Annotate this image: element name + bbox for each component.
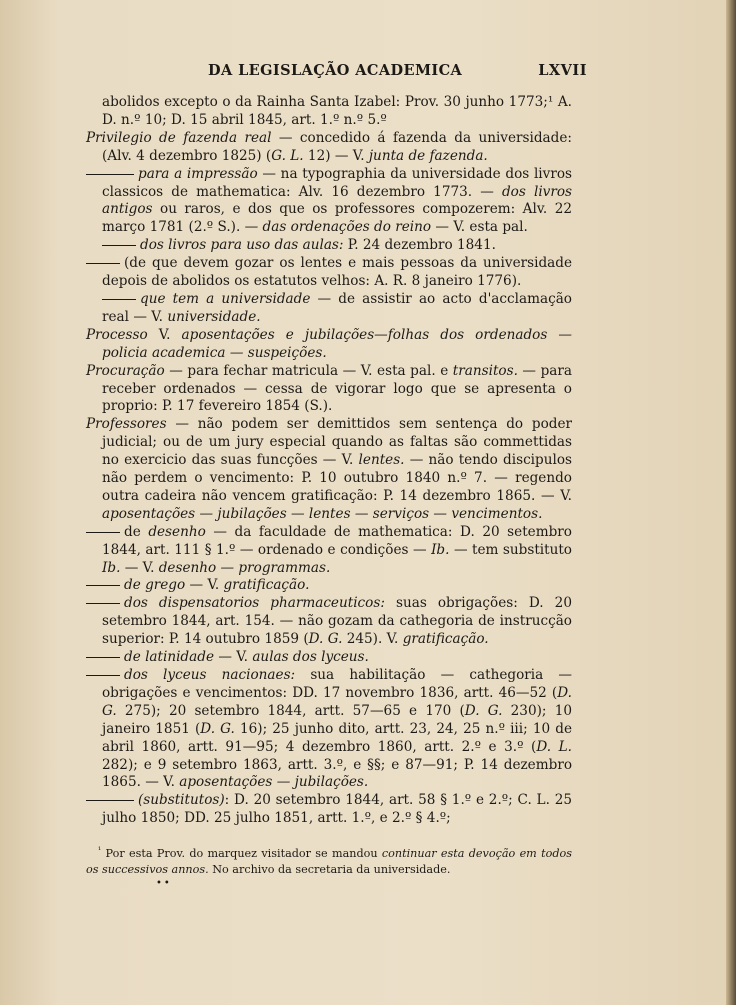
page-edge-shadow [726,0,736,1005]
entry-lentes-privilegio: (de que devem gozar os lentes e mais pessoas da universidade depois de abolidos os estatutos velhos: A. R. 8 janeiro 1776). [86,255,572,291]
entry-grego: de grego — V. gratificação. [86,577,572,595]
dash-rule [86,657,120,658]
dash-rule [102,245,136,246]
footnote-text: $^{^1}$ Por esta Prov. do marquez visitador se mandou continuar esta devoção em todos os successivos annos. No archivo da secretaria da universidade. [86,845,572,876]
dash-rule [86,800,134,801]
entry-professores: Professores — não podem ser demittidos sem sentença do poder judicial; ou de um jury especial quando as faltas são commettidas no exercicio das suas funcções — V. lentes. — não tendo discipulos não perdem o vencimento: P. 10 outubro 1840 n.º 7. — regendo outra cadeira não vencem gratificação: P. 14 dezembro 1865. — V. aposentações — jubilações — lentes — serviços — vencimentos. [86,416,572,522]
entry-dispensatorios: dos dispensatorios pharmaceuticos: suas obrigações: D. 20 setembro 1844, art. 154. — não gozam da cathegoria de instrucção superior: P. 14 outubro 1859 (D. G. 245). V. gratificação. [86,595,572,649]
entry-continuation: abolidos excepto o da Rainha Santa Izabel: Prov. 30 junho 1773;¹ A. D. n.º 10; D. 15 abril 1845, art. 1.º n.º 5.º [102,94,572,128]
entry-procuracao: Procuração — para fechar matricula — V. esta pal. e transitos. — para receber ordenados — cessa de vigorar logo que se apresenta o proprio: P. 17 fevereiro 1854 (S.). [86,362,572,415]
dash-rule [86,585,120,586]
entry-lyceus: dos lyceus nacionaes: sua habilitação — cathegoria — obrigações e vencimentos: DD. 17 novembro 1836, artt. 46—52 (D. G. 275); 20 setembro 1844, artt. 57—65 e 170 (D. G. 230); 10 janeiro 1851 (D. G. 16); 25 junho dito, artt. 23, 24, 25 n.º iii; 10 de abril 1860, artt. 91—95; 4 dezembro 1860, artt. 2.º e 3.º (D. L. 282); e 9 setembro 1863, artt. 3.º, e §§; e 87—91; P. 14 dezembro 1865. — V. aposentações — jubilações. [86,667,572,792]
dash-rule [86,603,120,604]
page-number: LXVII [538,62,587,79]
dash-rule [102,299,136,300]
signature-mark: •• [156,878,172,889]
entry-livros-aulas: dos livros para uso das aulas: P. 24 dezembro 1841. [86,237,572,255]
entry-latinidade: de latinidade — V. aulas dos lyceus. [86,649,572,667]
entry-privilegio: Privilegio de fazenda real — concedido á fazenda da universidade: (Alv. 4 dezembro 1825) (G. L. 12) — V. junta de fazenda. [86,129,572,164]
entry-universidade: que tem a universidade — de assistir ao acto d'acclamação real — V. universidade. [102,290,572,325]
index-text [86,94,572,828]
entry-substitutos: (substitutos): D. 20 setembro 1844, art. 58 § 1.º e 2.º; C. L. 25 julho 1850; DD. 25 julho 1851, artt. 1.º, e 2.º § 4.º; [86,792,572,828]
dash-rule [86,532,120,533]
entry-desenho: de desenho — da faculdade de mathematica: D. 20 setembro 1844, art. 111 § 1.º — ordenado e condições — Ib. — tem substituto Ib. — V. desenho — programmas. [86,524,572,578]
dash-rule [86,174,134,175]
running-title: DA LEGISLAÇÃO ACADEMICA [208,62,463,79]
page-header [86,62,586,84]
entry-impressao: para a impressão — na typographia da universidade dos livros classicos de mathematica: Alv. 16 dezembro 1773. — dos livros antigos ou raros, e dos que os professores compozerem: Alv. 22 março 1781 (2.º S.). — das ordenações do reino — V. esta pal. [86,166,572,238]
entry-processo: Processo V. aposentações e jubilações—folhas dos ordenados — policia academica — suspeições. [86,326,572,361]
footnote [86,846,572,877]
dash-rule [86,675,120,676]
dash-rule [86,263,120,264]
